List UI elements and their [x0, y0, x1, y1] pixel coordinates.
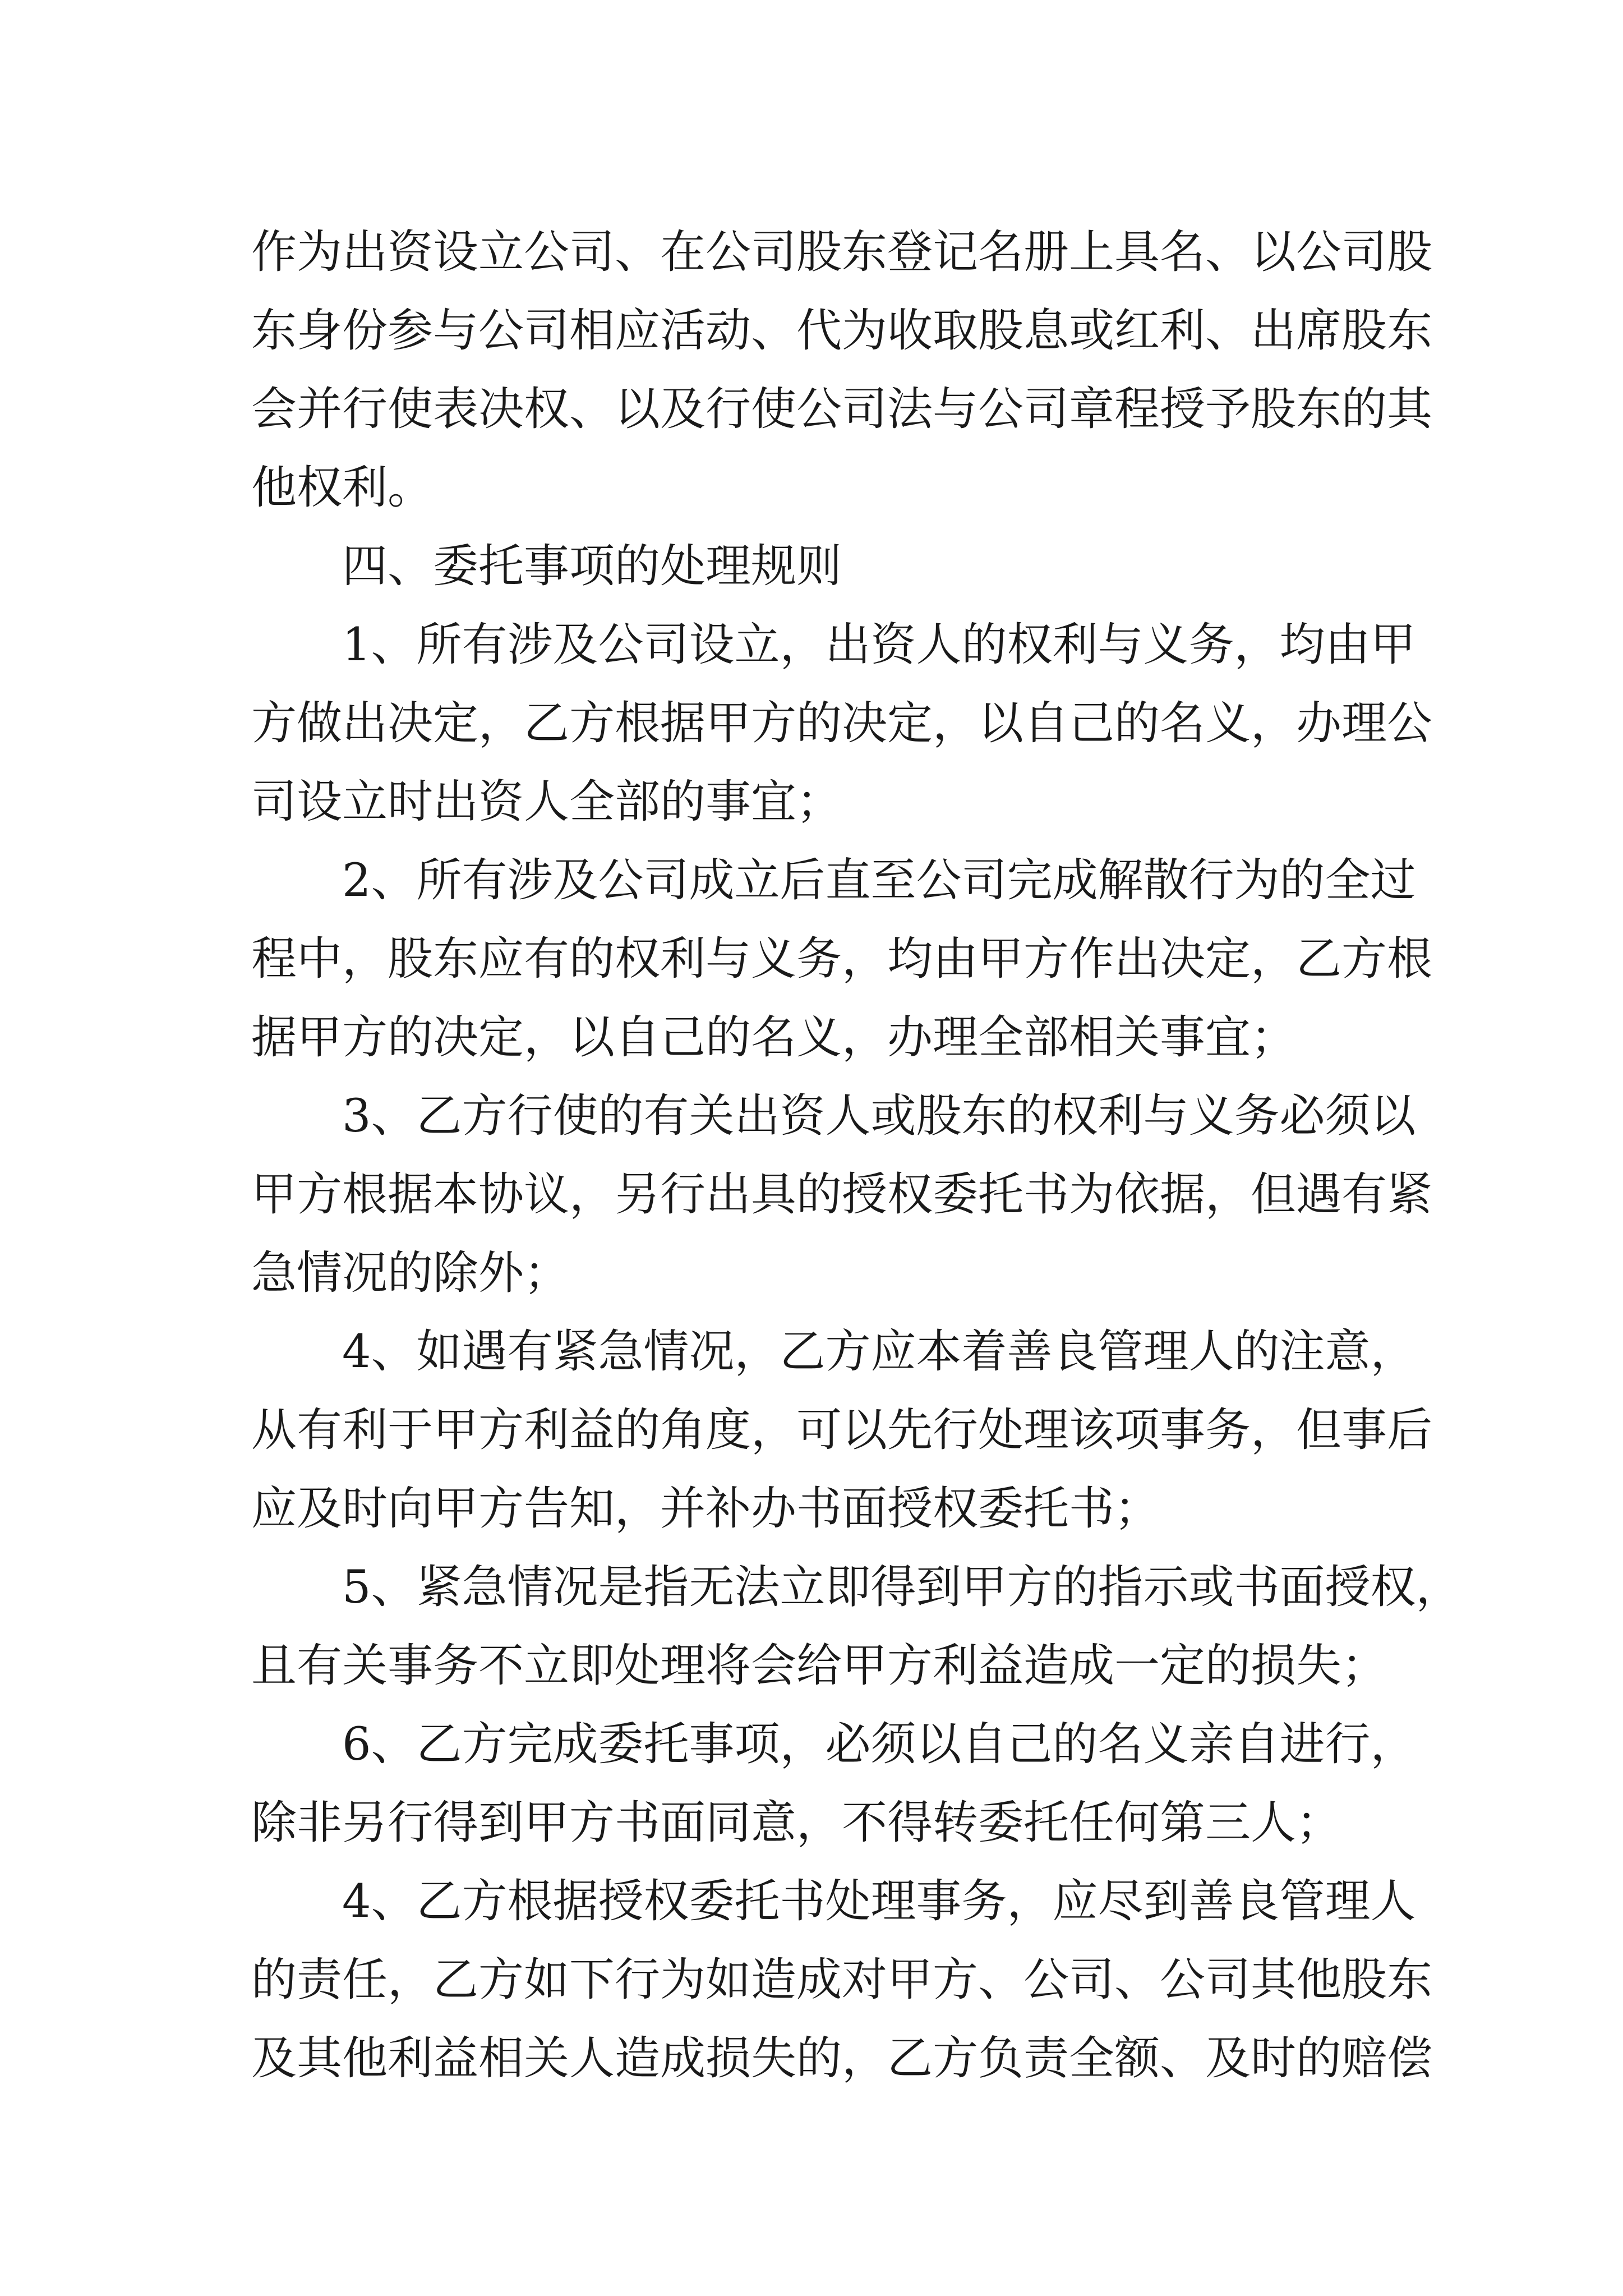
text-line: 4、乙方根据授权委托书处理事务，应尽到善良管理人 — [342, 1875, 1416, 1928]
document-body — [251, 213, 1461, 2098]
text-line: 应及时向甲方告知，并补办书面授权委托书； — [251, 1483, 1160, 1535]
text-line: 6、乙方完成委托事项，必须以自己的名义亲自进行， — [342, 1718, 1416, 1771]
text-line: 2、所有涉及公司成立后直至公司完成解散行为的全过 — [342, 854, 1416, 907]
text-line: 急情况的除外； — [251, 1247, 570, 1300]
text-line: 甲方根据本协议，另行出具的授权委托书为依据，但遇有紧 — [251, 1168, 1433, 1221]
text-line: 及其他利益相关人造成损失的，乙方负责全额、及时的赔偿 — [251, 2032, 1433, 2085]
text-line: 且有关事务不立即处理将会给甲方利益造成一定的损失； — [251, 1640, 1387, 1692]
section-heading: 四、委托事项的处理规则 — [342, 540, 842, 593]
text-line: 东身份参与公司相应活动、代为收取股息或红利、出席股东 — [251, 305, 1433, 357]
text-line: 从有利于甲方利益的角度，可以先行处理该项事务，但事后 — [251, 1404, 1433, 1457]
text-line: 程中，股东应有的权利与义务，均由甲方作出决定，乙方根 — [251, 933, 1433, 986]
text-line: 作为出资设立公司、在公司股东登记名册上具名、以公司股 — [251, 226, 1433, 279]
text-line: 司设立时出资人全部的事宜； — [251, 776, 842, 829]
text-line: 4、如遇有紧急情况，乙方应本着善良管理人的注意， — [342, 1326, 1416, 1378]
text-line: 他权利。 — [251, 462, 434, 514]
text-line: 据甲方的决定，以自己的名义，办理全部相关事宜； — [251, 1011, 1297, 1064]
text-line: 3、乙方行使的有关出资人或股东的权利与义务必须以 — [342, 1090, 1416, 1143]
text-line: 1、所有涉及公司设立，出资人的权利与义务，均由甲 — [342, 619, 1416, 671]
text-line: 除非另行得到甲方书面同意，不得转委托任何第三人； — [251, 1797, 1342, 1849]
text-line: 5、紧急情况是指无法立即得到甲方的指示或书面授权， — [342, 1561, 1461, 1614]
text-line: 方做出决定，乙方根据甲方的决定，以自己的名义，办理公 — [251, 697, 1433, 750]
text-line: 会并行使表决权、以及行使公司法与公司章程授予股东的其 — [251, 383, 1433, 436]
text-line: 的责任，乙方如下行为如造成对甲方、公司、公司其他股东 — [251, 1954, 1433, 2007]
